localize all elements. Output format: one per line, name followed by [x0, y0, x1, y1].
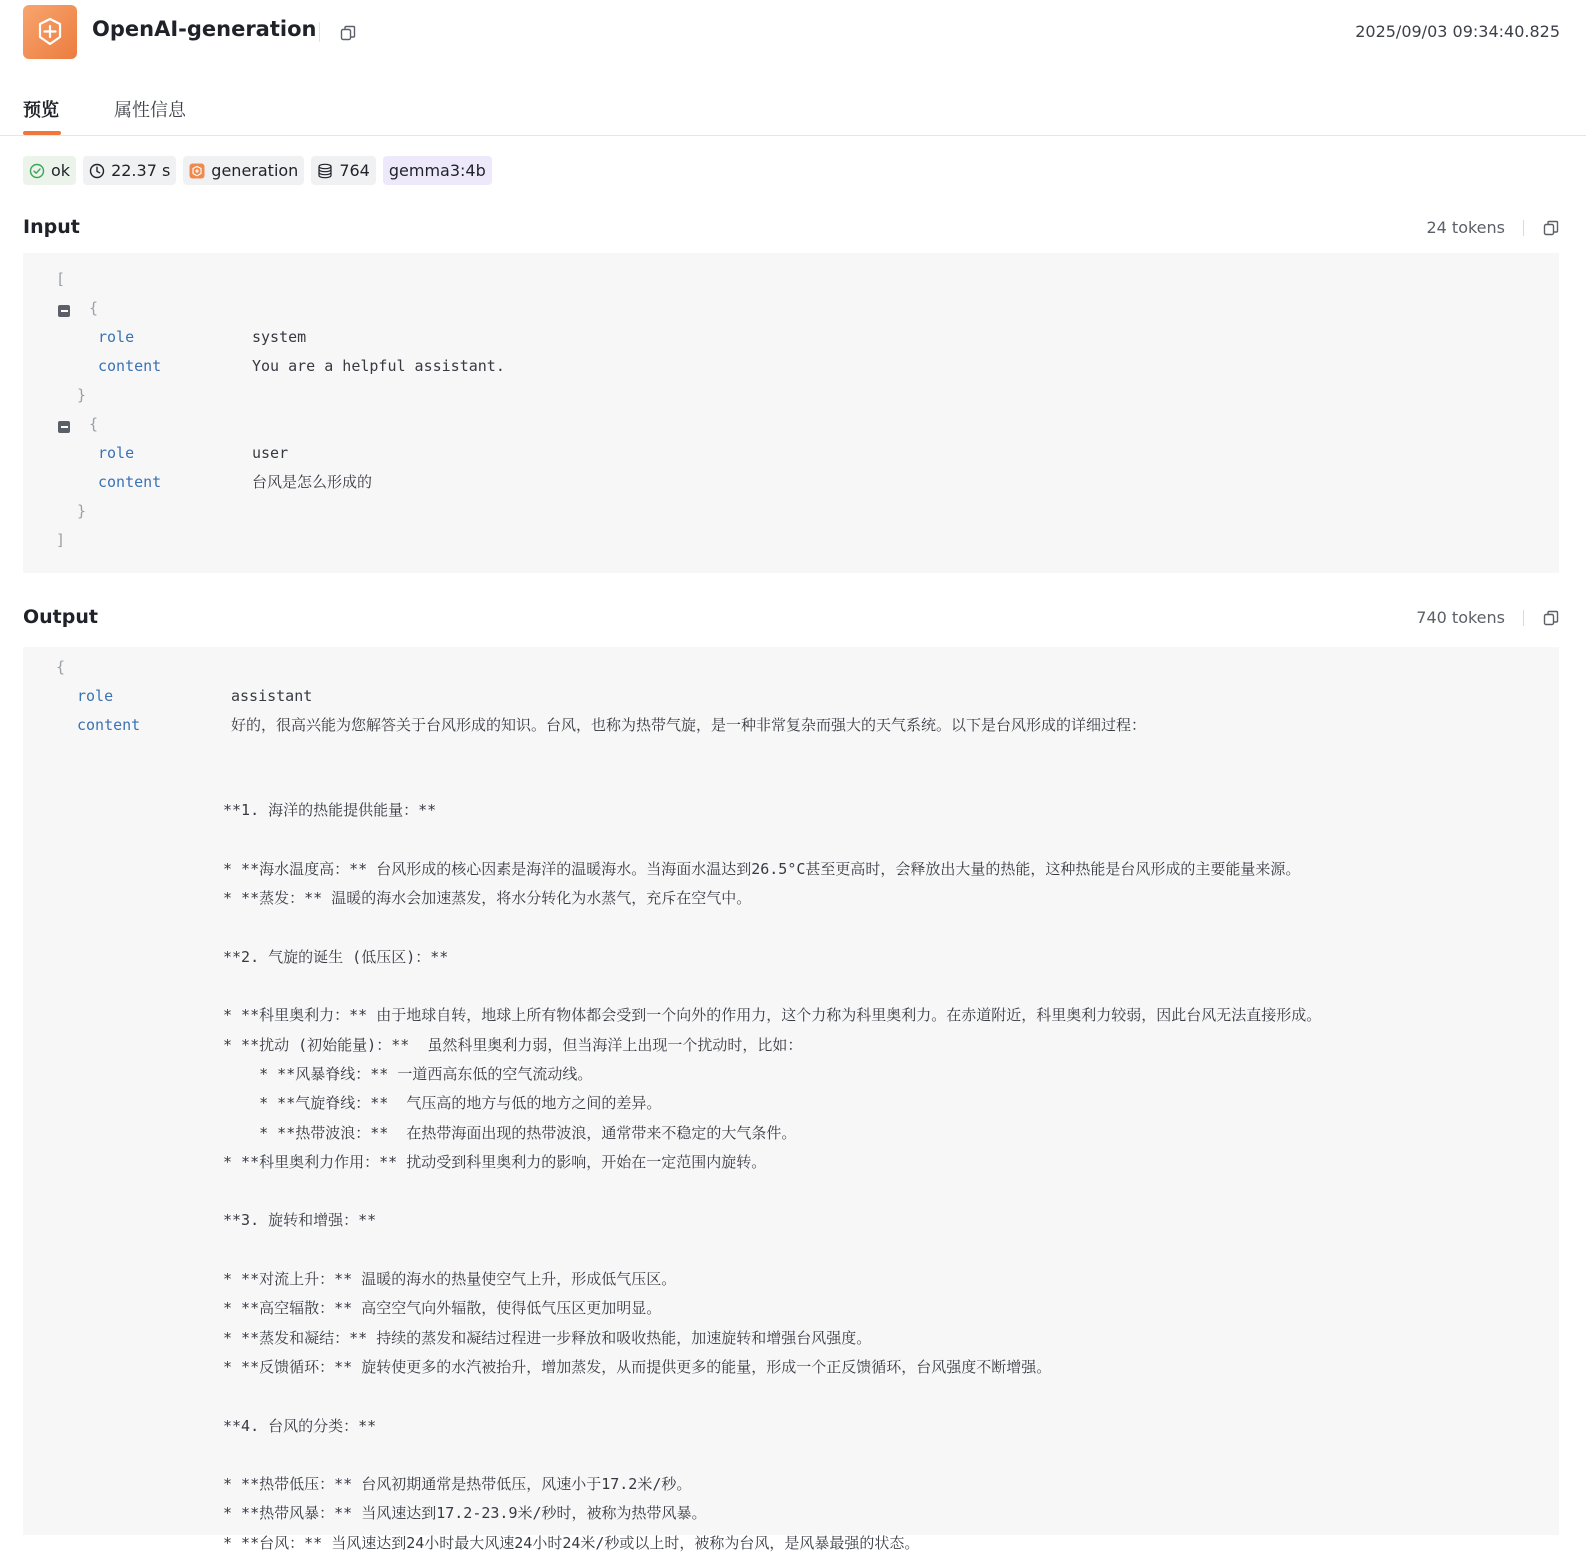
output-content-line [223, 826, 1543, 855]
output-content-line [223, 1177, 1543, 1206]
json-key-role: role [77, 687, 114, 705]
tab-preview[interactable]: 预览 [23, 100, 59, 121]
output-content-body [223, 767, 1543, 1558]
copy-icon [1543, 610, 1559, 626]
output-content-line: * **蒸发：** 温暖的海水会加速蒸发，将水分转化为水蒸气，充斥在空气中。 [223, 889, 752, 908]
check-circle-icon [29, 163, 45, 179]
collapse-toggle[interactable] [58, 305, 70, 317]
output-section-title: Output [23, 606, 98, 628]
status-badge [23, 156, 76, 185]
output-section-meta [1416, 608, 1560, 627]
title-divider [319, 22, 320, 42]
json-key-role: role [98, 444, 135, 462]
output-json-viewer [23, 647, 1559, 1552]
array-close-bracket: ] [56, 531, 66, 549]
generation-icon [189, 163, 205, 179]
output-content-line: **1. 海洋的热能提供能量：** [223, 801, 437, 820]
model-badge [383, 156, 492, 185]
output-content-line [223, 1236, 1543, 1265]
latency-label: 22.37 s [111, 161, 171, 180]
meta-divider [1523, 220, 1524, 236]
output-content-line: **4. 台风的分类：** [223, 1416, 377, 1435]
type-label: generation [211, 161, 299, 180]
output-content-line: * **热带波浪：** 在热带海面出现的热带波浪，通常带来不稳定的大气条件。 [223, 1123, 797, 1142]
output-content-line: **3. 旋转和增强：** [223, 1211, 377, 1230]
input-json-viewer [23, 253, 1559, 573]
json-key-content: content [98, 357, 162, 375]
output-content-line: * **科里奥利力：** 由于地球自转，地球上所有物体都会受到一个向外的作用力，这个力称为科里奥利力。在赤道附近，科里奥利力较弱，因此台风无法直接形成。 [223, 1006, 1322, 1025]
token-badge [311, 156, 376, 185]
object-close-brace: } [77, 386, 87, 404]
json-value-role: assistant [231, 687, 313, 705]
copy-icon [340, 25, 356, 41]
output-content-line: * **对流上升：** 温暖的海水的热量使空气上升，形成低气压区。 [223, 1270, 677, 1289]
output-token-count: 740 tokens [1416, 608, 1505, 627]
output-content-line: * **台风：** 当风速达到24小时最大风速24小时24米/秒或以上时，被称为台风，是风暴最强的状态。 [223, 1533, 920, 1552]
output-content-line [223, 767, 1543, 796]
collapse-toggle[interactable] [58, 421, 70, 433]
database-icon [317, 163, 333, 179]
output-content-line: * **蒸发和凝结：** 持续的蒸发和凝结过程进一步释放和吸收热能，加速旋转和增强台风强度。 [223, 1328, 872, 1347]
json-value-content: You are a helpful assistant. [252, 357, 505, 375]
active-tab-indicator [23, 131, 61, 135]
object-open-brace: { [56, 658, 66, 676]
trace-timestamp: 2025/09/03 09:34:40.825 [1355, 22, 1560, 41]
copy-title-button[interactable] [339, 24, 357, 42]
json-key-role: role [98, 328, 135, 346]
output-content-line [223, 972, 1543, 1001]
array-open-bracket: [ [56, 270, 66, 288]
latency-badge [83, 156, 176, 185]
output-content-line: * **风暴脊线：** 一道西高东低的空气流动线。 [223, 1064, 593, 1083]
input-section-meta [1426, 218, 1560, 237]
object-open-brace: { [89, 415, 99, 433]
output-content-line [223, 1441, 1543, 1470]
copy-icon [1543, 220, 1559, 236]
output-content-line: * **气旋脊线：** 气压高的地方与低的地方之间的差异。 [223, 1094, 662, 1113]
output-content-line [223, 1382, 1543, 1411]
output-content-line: * **高空辐散：** 高空空气向外辐散，使得低气压区更加明显。 [223, 1299, 662, 1318]
copy-input-button[interactable] [1542, 219, 1560, 237]
output-content-line: * **热带低压：** 台风初期通常是热带低压，风速小于17.2米/秒。 [223, 1475, 692, 1494]
model-label: gemma3:4b [388, 161, 486, 180]
meta-divider [1523, 610, 1524, 626]
output-content-line [223, 913, 1543, 942]
json-value-content-first-line: 好的，很高兴能为您解答关于台风形成的知识。台风，也称为热带气旋，是一种非常复杂而强大的天气系统。以下是台风形成的详细过程： [231, 716, 1147, 734]
view-tabs [0, 88, 1586, 136]
copy-output-button[interactable] [1542, 609, 1560, 627]
token-total-label: 764 [339, 161, 370, 180]
output-content-line: * **科里奥利力作用：** 扰动受到科里奥利力的影响，开始在一定范围内旋转。 [223, 1152, 767, 1171]
input-section-title: Input [23, 216, 80, 238]
object-close-brace: } [77, 502, 87, 520]
trace-header [0, 0, 1586, 66]
json-value-role: system [252, 328, 307, 346]
output-content-line: * **反馈循环：** 旋转使更多的水汽被抬升，增加蒸发，从而提供更多的能量，形成一个正反馈循环，台风强度不断增强。 [223, 1357, 1052, 1376]
output-content-line: **2. 气旋的诞生 (低压区)：** [223, 947, 449, 966]
clock-icon [89, 163, 105, 179]
json-value-role: user [252, 444, 289, 462]
status-label: ok [51, 161, 71, 180]
input-token-count: 24 tokens [1426, 218, 1505, 237]
object-open-brace: { [89, 299, 99, 317]
json-key-content: content [77, 716, 141, 734]
output-content-line: * **扰动 (初始能量)：** 虽然科里奥利力弱，但当海洋上出现一个扰动时，比如： [223, 1035, 803, 1054]
generation-app-icon [23, 5, 77, 59]
trace-badges [23, 156, 492, 185]
type-badge [183, 156, 304, 185]
tab-attributes[interactable]: 属性信息 [114, 100, 186, 121]
output-content-line: * **热带风暴：** 当风速达到17.2-23.9米/秒时，被称为热带风暴。 [223, 1504, 707, 1523]
page-title: OpenAI-generation [92, 17, 317, 41]
json-value-content: 台风是怎么形成的 [252, 473, 373, 491]
output-content-line: * **海水温度高：** 台风形成的核心因素是海洋的温暖海水。当海面水温达到26.5°C甚至更高时，会释放出大量的热能，这种热能是台风形成的主要能量来源。 [223, 859, 1301, 878]
json-key-content: content [98, 473, 162, 491]
